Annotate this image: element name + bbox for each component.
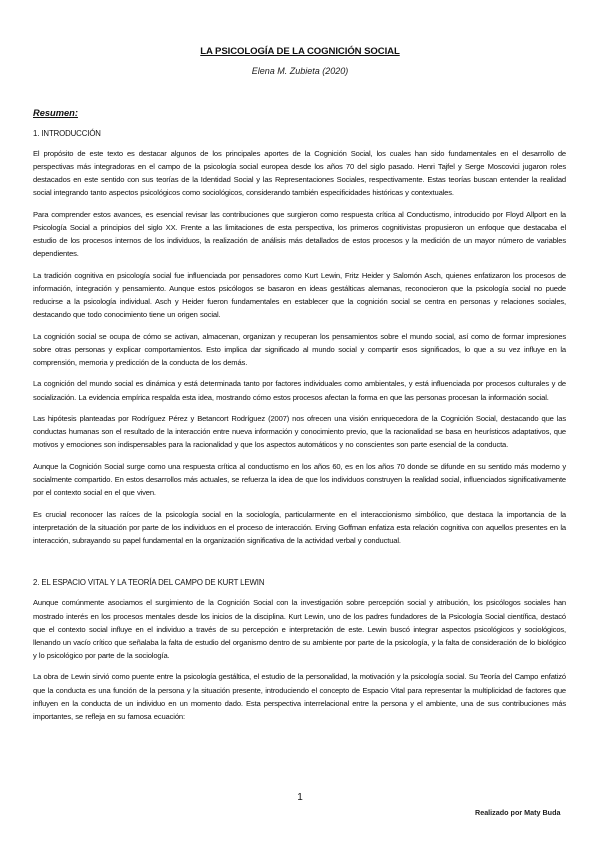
resumen-label: Resumen: bbox=[33, 108, 78, 118]
paragraph: Las hipótesis planteadas por Rodríguez Pérez y Betancort Rodríguez (2007) nos ofrecen una visión enriquecedora de la Cognición Social, destacando que las conductas humanas son el resultado de la interacción entre nueva información y conocimiento previo, que la racionalidad se basa en heurísticos adaptativos, que motivos y emociones son indispensables para la racionalidad y que los aspectos automáticos y no conscientes son parte esencial de la conducta. bbox=[33, 414, 566, 450]
section-espacio-vital bbox=[33, 577, 566, 722]
section-introduccion bbox=[33, 128, 566, 547]
section-spacer bbox=[33, 555, 566, 577]
paragraph: Aunque la Cognición Social surge como una respuesta crítica al conductismo en los años 60, es en los años 70 donde se difunde en su sentido más moderno y socialmente compartido. En estos desarrollos más actuales, se refuerza la idea de que los individuos construyen la realidad social, influenciados significativamente por el contexto social en el que viven. bbox=[33, 461, 566, 498]
footer-credit: Realizado por Maty Buda bbox=[475, 808, 561, 817]
page-number: 1 bbox=[297, 792, 303, 803]
paragraph: Aunque comúnmente asociamos el surgimiento de la Cognición Social con la investigación sobre percepción social y atribución, los psicólogos sociales han mostrado interés en los procesos mentales desde los inicios de la disciplina. Kurt Lewin, uno de los padres fundadores de la Psicología Social científica, destacó que el contexto social influye en el individuo a través de su percepción e interpretación de este. Lewin buscó integrar aspectos psicológicos y sociológicos, llenando un vacío crítico que señalaba la falta de estudio del organismo dentro de su ambiente por parte de la psicología, y la falta de consideración de lo biológico y lo psicológico por parte de la sociología. bbox=[33, 598, 566, 660]
paragraph: Para comprender estos avances, es esencial revisar las contribuciones que surgieron como respuesta crítica al Conductismo, introducido por Floyd Allport en la Psicología Social a principios del siglo XX. Frente a las limitaciones de esta perspectiva, los primeros cognitivistas propusieron un enfoque que destacaba el estudio de los procesos internos de los individuos, la realización de análisis más detallados de estos procesos y la medición de un mayor número de variables dependientes. bbox=[33, 209, 566, 259]
document-title: LA PSICOLOGÍA DE LA COGNICIÓN SOCIAL bbox=[200, 46, 400, 57]
paragraph: La tradición cognitiva en psicología social fue influenciada por pensadores como Kurt Lewin, Fritz Heider y Salomón Asch, quienes enfatizaron los procesos de información, integración y pensamiento. Aunque estos psicólogos se basaron en ideas gestálticas alemanas, reconocieron que la psicología social no puede reducirse a la psicología individual. Asch y Heider fueron fundamentales en establecer que la cognición social se centra en personas y relaciones sociales, destacando que todo conocimiento tiene un origen social. bbox=[33, 270, 566, 320]
paragraph: Es crucial reconocer las raíces de la psicología social en la sociología, particularmente en el interaccionismo simbólico, que destaca la importancia de la interpretación de la situación por parte de los individuos en el proceso de interacción. Erving Goffman enfatiza esta relación cognitiva con aquellos presentes en la interacción, subrayando su papel fundamental en la organización significativa de la actividad verbal y conductual. bbox=[33, 509, 566, 545]
paragraph: El propósito de este texto es destacar algunos de los principales aportes de la Cognición Social, los cuales han sido fundamentales en el desarrollo de perspectivas más integradoras en el campo de la psicología social europea desde los años 70 del siglo pasado. Henri Tajfel y Serge Moscovici jugaron roles destacados en este sentido con sus teorías de la Identidad Social y las Representaciones Sociales, respectivamente. Estas teorías buscan entender la realidad social integrando tanto aspectos psicológicos como sociológicos, considerando también especificidades históricas y contextuales. bbox=[33, 149, 566, 198]
paragraph: La obra de Lewin sirvió como puente entre la psicología gestáltica, el estudio de la personalidad, la motivación y la psicología social. Su Teoría del Campo enfatizó que la conducta es una función de la persona y la situación presente, introduciendo el concepto de Espacio Vital para representar la multiplicidad de factores que influyen en la conducta de un individuo en un momento dado. Esta perspectiva interrelacional entre la persona y el ambiente, una de sus contribuciones más importantes, se refleja en su famosa ecuación: bbox=[33, 672, 566, 721]
paragraph: La cognición del mundo social es dinámica y está determinada tanto por factores individuales como ambientales, y está influenciada por procesos culturales y de socialización. La evidencia empírica respalda esta idea, mostrando cómo estos procesos afectan la forma en que las personas procesan la información social. bbox=[33, 379, 566, 402]
section-heading: 1. INTRODUCCIÓN bbox=[33, 129, 101, 138]
document-body bbox=[33, 107, 566, 731]
document-author: Elena M. Zubieta (2020) bbox=[251, 66, 349, 76]
paragraph: La cognición social se ocupa de cómo se activan, almacenan, organizan y recuperan los pensamientos sobre el mundo social, así como de formar impresiones sobre otras personas y explicar comportamientos. Esto implica dar significado al mundo social y compartir esos significados, lo que a su vez influye en la comprensión, memoria y predicción de la conducta de los demás. bbox=[33, 331, 566, 367]
section-heading: 2. EL ESPACIO VITAL Y LA TEORÍA DEL CAMPO DE KURT LEWIN bbox=[33, 578, 265, 588]
